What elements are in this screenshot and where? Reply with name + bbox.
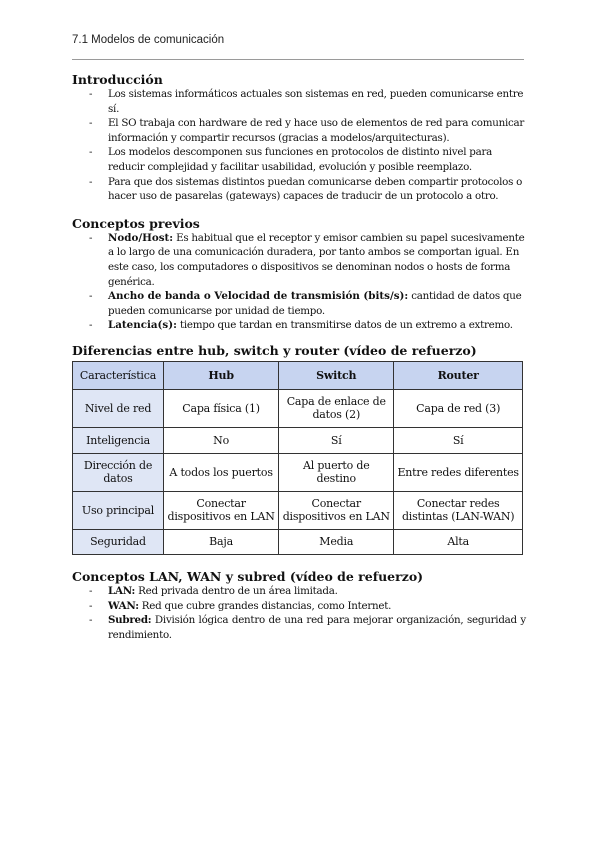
page-content xyxy=(72,70,526,642)
table-cell: Conectar dispositivos en LAN xyxy=(279,491,394,529)
table-cell: A todos los puertos xyxy=(164,453,279,491)
term-definition: Red privada dentro de un área limitada. xyxy=(138,584,338,597)
table-cell: Entre redes diferentes xyxy=(394,453,523,491)
list-item xyxy=(72,613,526,642)
term-label: LAN: xyxy=(108,584,136,597)
list-item: - Los modelos descomponen sus funciones en protocolos de distinto nivel para reducir complejidad y facilitar usabilidad, evolución y posible reemplazo. xyxy=(89,146,493,173)
term-label: WAN: xyxy=(108,599,139,612)
table-row xyxy=(73,491,523,529)
table-cell: Sí xyxy=(279,427,394,453)
table-header-row xyxy=(73,361,523,389)
dash-bullet: - xyxy=(89,319,93,332)
dash-bullet: - xyxy=(89,88,93,100)
term-label: Subred: xyxy=(108,614,152,627)
term-definition: Es habitual que el receptor y emisor cambien su papel sucesivamente a lo largo de una comunicación duradera, por tanto ambos se comportan igual. En este caso, los computadores o dispositivos se denominan nodos o hosts de forma genérica. xyxy=(108,231,525,288)
table-row xyxy=(73,389,523,427)
dash-bullet: - xyxy=(89,231,93,244)
list-item: - El SO trabaja con hardware de red y hace uso de elementos de red para comunicar información y compartir recursos (gracias a modelos/arquitecturas). xyxy=(89,117,525,144)
table-cell: Capa de enlace de datos (2) xyxy=(279,389,394,427)
table-cell: Capa de red (3) xyxy=(394,389,523,427)
table-cell: Al puerto de destino xyxy=(279,453,394,491)
column-header-hub: Hub xyxy=(164,361,279,389)
column-header-feature: Característica xyxy=(73,361,164,389)
dash-bullet: - xyxy=(89,146,93,159)
list-item xyxy=(72,318,526,333)
table-cell: Alta xyxy=(394,529,523,554)
section-heading-introduction: Introducción xyxy=(72,72,163,87)
introduction-list xyxy=(72,87,526,204)
column-header-router: Router xyxy=(394,361,523,389)
row-header: Seguridad xyxy=(73,529,164,554)
term-definition: cantidad de datos que pueden comunicarse por unidad de tiempo. xyxy=(108,290,522,317)
list-item xyxy=(72,599,526,614)
previous-concepts-list xyxy=(72,231,526,333)
section-heading-comparison: Diferencias entre hub, switch y router (vídeo de refuerzo) xyxy=(72,342,477,358)
table-row xyxy=(73,453,523,491)
row-header: Nivel de red xyxy=(73,389,164,427)
dash-bullet: - xyxy=(89,599,93,612)
section-heading-lan-wan: Conceptos LAN, WAN y subred (vídeo de refuerzo) xyxy=(72,568,424,584)
term-label: Latencia(s): xyxy=(108,319,177,332)
term-definition: tiempo que tardan en transmitirse datos de un extremo a extremo. xyxy=(179,319,513,332)
dash-bullet: - xyxy=(89,117,93,130)
table-cell: Capa física (1) xyxy=(164,389,279,427)
list-item: - Para que dos sistemas distintos puedan comunicarse deben compartir protocolos o hacer uso de pasarelas (gateways) capaces de traducir de un protocolo a otro. xyxy=(89,175,523,203)
dash-bullet: - xyxy=(89,584,93,597)
table-cell: Sí xyxy=(394,427,523,453)
list-item xyxy=(72,289,526,318)
row-header: Uso principal xyxy=(73,491,164,529)
dash-bullet: - xyxy=(89,290,93,303)
term-label: Ancho de banda o Velocidad de transmisión (bits/s): xyxy=(108,290,409,303)
lan-wan-list xyxy=(72,584,526,642)
row-header: Inteligencia xyxy=(73,427,164,453)
term-definition: Red que cubre grandes distancias, como Internet. xyxy=(141,599,392,612)
running-header: 7.1 Modelos de comunicación xyxy=(72,34,225,46)
table-row xyxy=(73,529,523,554)
header-divider xyxy=(72,59,524,60)
table-cell: Baja xyxy=(164,529,279,554)
list-item xyxy=(72,231,526,289)
comparison-table xyxy=(72,361,523,555)
list-item xyxy=(72,584,526,599)
table-cell: Conectar redes distintas (LAN-WAN) xyxy=(394,491,523,529)
term-label: Nodo/Host: xyxy=(108,231,174,244)
dash-bullet: - xyxy=(89,175,93,188)
table-cell: Conectar dispositivos en LAN xyxy=(164,491,279,529)
list-item: - Los sistemas informáticos actuales son sistemas en red, pueden comunicarse entre sí. xyxy=(89,88,524,115)
term-definition: División lógica dentro de una red para mejorar organización, seguridad y rendimiento. xyxy=(108,614,526,641)
row-header: Dirección de datos xyxy=(73,453,164,491)
table-cell: No xyxy=(164,427,279,453)
column-header-switch: Switch xyxy=(279,361,394,389)
section-heading-previous-concepts: Conceptos previos xyxy=(72,215,200,231)
dash-bullet: - xyxy=(89,614,93,627)
table-row xyxy=(73,427,523,453)
table-cell: Media xyxy=(279,529,394,554)
